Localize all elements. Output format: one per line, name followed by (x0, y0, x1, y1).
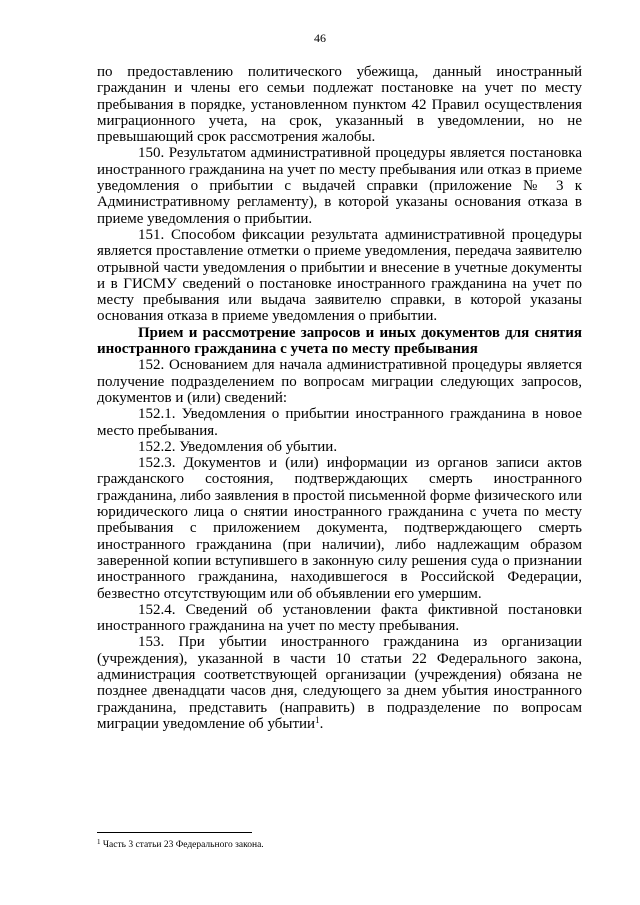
paragraph-149-continuation: по предоставлению политического убежища, данный иностранный гражданин и члены его семьи подлежат постановке на учет по месту пребывания в порядке, установленном пунктом 42 Правил осуществления миграционного учета, на срок, указанный в уведомлении, но не превышающий срок рассмотрения жалобы. (97, 64, 582, 146)
paragraph-150: 150. Результатом административной процедуры является постановка иностранного гражданина на учет по месту пребывания или отказ в приеме уведомления о прибытии с выдачей справки (приложение № 3 к Административному регламенту), в которой указаны основания отказа в приеме уведомления о прибытии. (97, 145, 582, 227)
page-number: 46 (314, 31, 326, 45)
paragraph-152: 152. Основанием для начала административной процедуры является получение подразделением по вопросам миграции следующих запросов, документов и (или) сведений: (97, 357, 582, 406)
paragraph-153-text: 153. При убытии иностранного гражданина из организации (учреждения), указанной в части 10 статьи 22 Федерального закона, администрация соответствующей организации (учреждения) обязана не позднее двенадцати часов дня, следующего за днем убытия иностранного гражданина, представить (направить) в подразделение по вопросам миграции уведомление об убытии (97, 634, 582, 732)
footnote-marker: 1 (97, 838, 101, 846)
footnote (97, 839, 582, 851)
paragraph-153 (97, 634, 582, 732)
paragraph-151: 151. Способом фиксации результата административной процедуры является проставление отметки о приеме уведомления, передача заявителю отрывной части уведомления о прибытии и внесение в учетные документы и в ГИСМУ сведений о постановке иностранного гражданина на учет по месту пребывания или выдача заявителю справки, в которой указаны основания отказа в приеме уведомления о прибытии. (97, 226, 582, 325)
footnote-divider (97, 832, 252, 833)
section-heading: Прием и рассмотрение запросов и иных документов для снятия иностранного гражданина с учета по месту пребывания (97, 324, 582, 358)
footnote-reference: 1 (315, 714, 320, 725)
paragraph-152-2: 152.2. Уведомления об убытии. (138, 438, 338, 455)
paragraph-152-1: 152.1. Уведомления о прибытии иностранного гражданина в новое место пребывания. (97, 406, 582, 439)
paragraph-152-3: 152.3. Документов и (или) информации из органов записи актов гражданского состояния, подтверждающих смерть иностранного гражданина, либо заявления в простой письменной форме физического или юридического лица о снятии иностранного гражданина с учета по месту пребывания с приложением документа, подтверждающего смерть иностранного гражданина (при наличии), либо надлежащим образом заверенной копии вступившего в законную силу решения суда о признании иностранного гражданина, находившегося в Российской Федерации, безвестно отсутствующим или об объявлении его умершим. (97, 455, 582, 602)
paragraph-152-4: 152.4. Сведений об установлении факта фиктивной постановки иностранного гражданина на учет по месту пребывания. (97, 601, 582, 635)
document-body (97, 64, 582, 732)
paragraph-153-period: . (319, 715, 324, 732)
footnote-text: Часть 3 статьи 23 Федерального закона. (102, 840, 264, 850)
